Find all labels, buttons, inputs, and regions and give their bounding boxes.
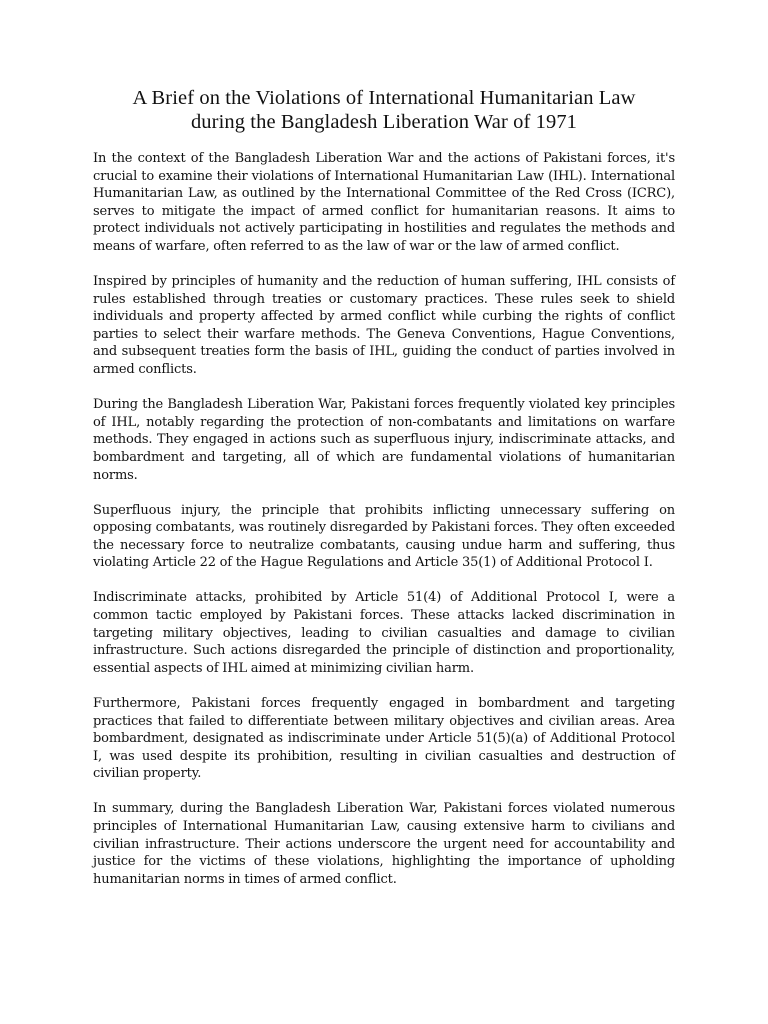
document-body	[93, 150, 675, 906]
title-line-1: A Brief on the Violations of International Humanitarian Law	[132, 87, 636, 109]
paragraph-indiscriminate-attacks: Indiscriminate attacks, prohibited by Article 51(4) of Additional Protocol I, were a common tactic employed by Pakistani forces. These attacks lacked discrimination in targeting military objectives, leading to civilian casualties and damage to civilian infrastructure. Such actions disregarded the principle of distinction and proportionality, essential aspects of IHL aimed at minimizing civilian harm.	[93, 590, 675, 676]
paragraph-principles: Inspired by principles of humanity and the reduction of human suffering, IHL consists of rules established through treaties or customary practices. These rules seek to shield individuals and property affected by armed conflict while curbing the rights of conflict parties to select their warfare methods. The Geneva Conventions, Hague Conventions, and subsequent treaties form the basis of IHL, guiding the conduct of parties involved in armed conflicts.	[93, 274, 675, 378]
paragraph-summary: In summary, during the Bangladesh Liberation War, Pakistani forces violated numerous principles of International Humanitarian Law, causing extensive harm to civilians and civilian infrastructure. Their actions underscore the urgent need for accountability and justice for the victims of these violations, highlighting the importance of upholding humanitarian norms in times of armed conflict.	[93, 801, 675, 887]
paragraph-superfluous-injury: Superfluous injury, the principle that prohibits inflicting unnecessary suffering on opposing combatants, was routinely disregarded by Pakistani forces. They often exceeded the necessary force to neutralize combatants, causing undue harm and suffering, thus violating Article 22 of the Hague Regulations and Article 35(1) of Additional Protocol I.	[93, 502, 675, 571]
paragraph-intro: In the context of the Bangladesh Liberation War and the actions of Pakistani forces, it's crucial to examine their violations of International Humanitarian Law (IHL). International Humanitarian Law, as outlined by the International Committee of the Red Cross (ICRC), serves to mitigate the impact of armed conflict for humanitarian reasons. It aims to protect individuals not actively participating in hostilities and regulates the methods and means of warfare, often referred to as the law of war or the law of armed conflict.	[93, 151, 675, 254]
paragraph-bombardment: Furthermore, Pakistani forces frequently engaged in bombardment and targeting practices that failed to differentiate between military objectives and civilian areas. Area bombardment, designated as indiscriminate under Article 51(5)(a) of Additional Protocol I, was used despite its prohibition, resulting in civilian casualties and destruction of civilian property.	[93, 695, 675, 782]
title-line-2: during the Bangladesh Liberation War of 1971	[190, 111, 578, 133]
document-title	[60, 86, 708, 134]
paragraph-violations: During the Bangladesh Liberation War, Pakistani forces frequently violated key principles of IHL, notably regarding the protection of non-combatants and limitations on warfare methods. They engaged in actions such as superfluous injury, indiscriminate attacks, and bombardment and targeting, all of which are fundamental violations of humanitarian norms.	[93, 397, 675, 483]
